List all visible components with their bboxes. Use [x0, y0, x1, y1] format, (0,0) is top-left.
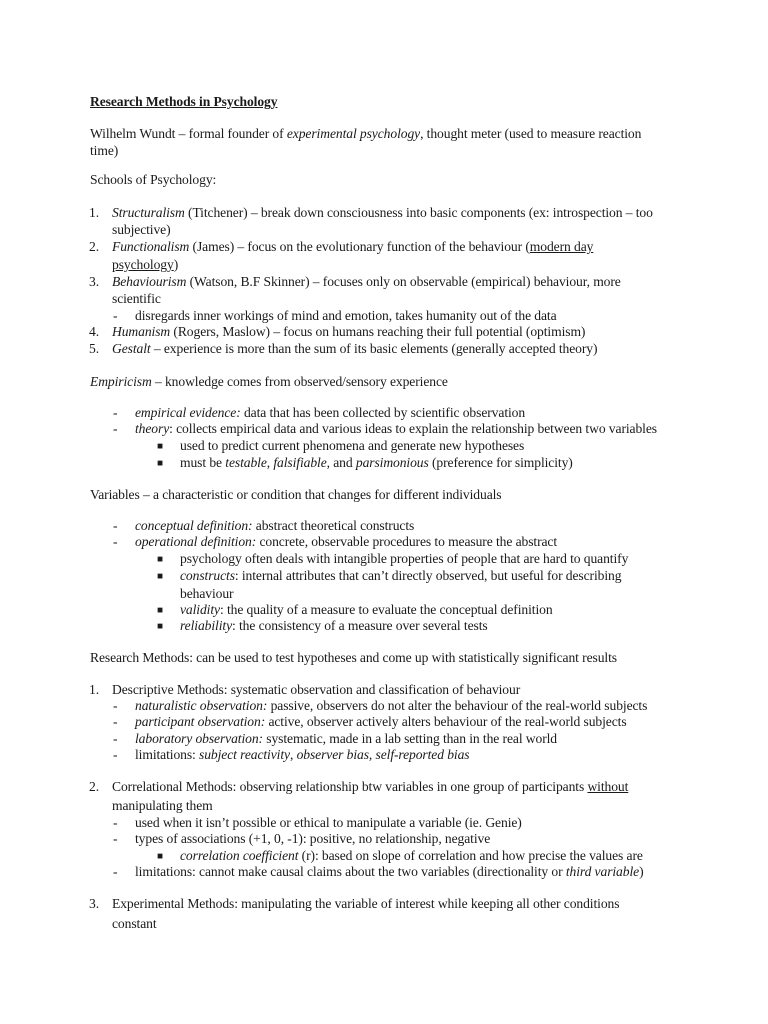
correlational-sub-associations: - types of associations (+1, 0, -1): positive, no relationship, negative	[113, 831, 491, 846]
empiricism-item-theory: - theory: collects empirical data and various ideas to explain the relationship between two variables	[113, 421, 657, 436]
wundt-line-2: time)	[90, 143, 119, 158]
associations-sub-coefficient: ■ correlation coefficient (r): based on slope of correlation and how precise the values are	[157, 848, 643, 863]
method-item-2-cont: manipulating them	[112, 798, 213, 813]
correlational-sub-used: - used when it isn’t possible or ethical to manipulate a variable (ie. Genie)	[113, 815, 522, 830]
school-item-5: 5. Gestalt – experience is more than the sum of its basic elements (generally accepted theory)	[89, 341, 598, 356]
descriptive-sub-limitations: - limitations: subject reactivity, observer bias, self-reported bias	[113, 747, 470, 762]
method-item-1: 1. Descriptive Methods: systematic observation and classification of behaviour	[89, 682, 521, 697]
theory-sub-1: ■ used to predict current phenomena and generate new hypotheses	[157, 438, 525, 453]
school-item-3-sub: - disregards inner workings of mind and emotion, takes humanity out of the data	[113, 308, 557, 323]
method-item-3: 3. Experimental Methods: manipulating the variable of interest while keeping all other conditions	[89, 896, 620, 911]
school-item-4: 4. Humanism (Rogers, Maslow) – focus on humans reaching their full potential (optimism)	[89, 324, 586, 339]
operational-sub-1: ■ psychology often deals with intangible properties of people that are hard to quantify	[157, 551, 629, 566]
variables-item-operational: - operational definition: concrete, observable procedures to measure the abstract	[113, 534, 558, 549]
operational-sub-2: ■ constructs: internal attributes that can’t directly observed, but useful for describing	[157, 568, 622, 583]
school-item-3: 3. Behaviourism (Watson, B.F Skinner) – focuses only on observable (empirical) behaviour, more	[89, 274, 621, 289]
variables-item-conceptual: - conceptual definition: abstract theoretical constructs	[113, 518, 415, 533]
wundt-line-1: Wilhelm Wundt – formal founder of experimental psychology, thought meter (used to measure reaction	[90, 126, 642, 141]
school-item-3-cont: scientific	[112, 291, 161, 306]
school-item-2: 2. Functionalism (James) – focus on the evolutionary function of the behaviour (modern day	[89, 239, 594, 254]
descriptive-sub-naturalistic: - naturalistic observation: passive, observers do not alter the behaviour of the real-world subjects	[113, 698, 648, 713]
methods-heading: Research Methods: can be used to test hypotheses and come up with statistically significant results	[90, 650, 617, 665]
descriptive-sub-laboratory: - laboratory observation: systematic, made in a lab setting than in the real world	[113, 731, 558, 746]
document-title: Research Methods in Psychology	[90, 94, 278, 109]
operational-sub-2-cont: behaviour	[180, 586, 234, 601]
descriptive-sub-participant: - participant observation: active, observer actively alters behaviour of the real-world subjects	[113, 714, 627, 729]
school-item-2-cont: psychology)	[112, 257, 179, 272]
operational-sub-4: ■ reliability: the consistency of a measure over several tests	[157, 618, 488, 633]
schools-heading: Schools of Psychology:	[90, 172, 217, 187]
method-item-2: 2. Correlational Methods: observing relationship btw variables in one group of participants without	[89, 779, 629, 794]
empiricism-definition: Empiricism – knowledge comes from observed/sensory experience	[90, 374, 448, 389]
method-item-3-cont: constant	[112, 916, 157, 931]
empiricism-item-evidence: - empirical evidence: data that has been collected by scientific observation	[113, 405, 526, 420]
operational-sub-3: ■ validity: the quality of a measure to evaluate the conceptual definition	[157, 602, 553, 617]
theory-sub-2: ■ must be testable, falsifiable, and parsimonious (preference for simplicity)	[157, 455, 573, 470]
school-item-1-cont: subjective)	[112, 222, 171, 237]
school-item-1: 1. Structuralism (Titchener) – break down consciousness into basic components (ex: introspection – too	[89, 205, 653, 220]
correlational-sub-limitations: - limitations: cannot make causal claims about the two variables (directionality or third variable)	[113, 864, 644, 879]
variables-heading: Variables – a characteristic or condition that changes for different individuals	[90, 487, 502, 502]
